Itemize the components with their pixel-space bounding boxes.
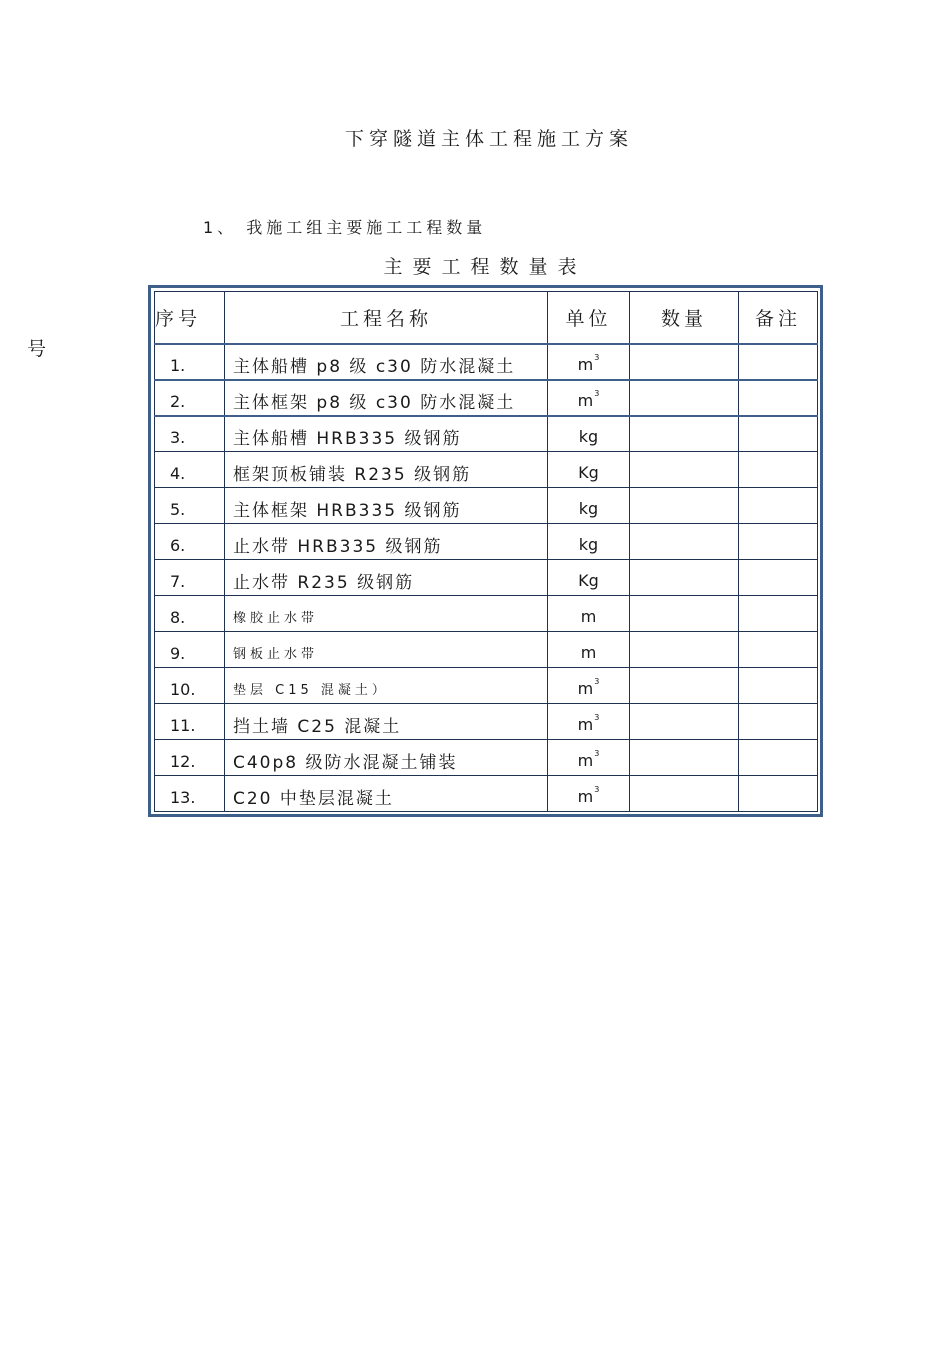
- row-unit-cell: [548, 668, 630, 704]
- row-index: 11.: [170, 716, 196, 735]
- quantity-table: [154, 291, 818, 812]
- row-index: 1.: [170, 355, 186, 375]
- table-row: [155, 344, 818, 380]
- row-unit-cell: [548, 380, 630, 416]
- table-row: [155, 596, 818, 632]
- table-row: [155, 776, 818, 812]
- table-header-row: [155, 292, 818, 344]
- row-unit-superscript: 3: [594, 677, 600, 686]
- row-remark: [739, 704, 818, 740]
- table-row: [155, 632, 818, 668]
- row-remark: [739, 344, 818, 380]
- row-unit-cell: [548, 488, 630, 524]
- row-remark: [739, 524, 818, 560]
- document-title: 下穿隧道主体工程施工方案: [344, 128, 633, 150]
- row-index: 7.: [170, 572, 186, 591]
- row-unit-cell: [548, 452, 630, 488]
- row-unit: m: [577, 355, 594, 374]
- row-unit-superscript: 3: [594, 353, 600, 362]
- row-remark: [739, 632, 818, 668]
- row-index: 9.: [170, 644, 186, 663]
- row-index-cell: [155, 668, 225, 704]
- header-remark: 备注: [739, 292, 818, 344]
- row-remark: [739, 416, 818, 452]
- table-row: [155, 560, 818, 596]
- row-quantity: [630, 488, 739, 524]
- table-row: [155, 380, 818, 416]
- row-unit-cell: [548, 596, 630, 632]
- table-row: [155, 452, 818, 488]
- row-remark: [739, 380, 818, 416]
- row-unit-superscript: 3: [594, 749, 600, 758]
- row-unit-cell: [548, 740, 630, 776]
- row-name: C20 中垫层混凝土: [225, 776, 548, 812]
- row-index: 3.: [170, 428, 186, 447]
- row-unit-cell: [548, 632, 630, 668]
- row-name: 钢板止水带: [225, 632, 548, 668]
- row-index-cell: [155, 380, 225, 416]
- row-index: 2.: [170, 391, 186, 411]
- table-row: [155, 416, 818, 452]
- row-index: 13.: [170, 788, 196, 807]
- row-index: 12.: [170, 752, 196, 771]
- table-row: [155, 668, 818, 704]
- row-unit: kg: [578, 427, 599, 447]
- row-unit-cell: [548, 704, 630, 740]
- row-index-cell: [155, 524, 225, 560]
- row-name: 挡土墙 C25 混凝土: [225, 704, 548, 740]
- row-name: 垫层 C15 混凝土）: [225, 668, 548, 704]
- row-index: 10.: [170, 680, 196, 699]
- row-index-cell: [155, 740, 225, 776]
- header-overflow-char: 号: [27, 338, 47, 360]
- row-index-cell: [155, 416, 225, 452]
- section-heading: 1、 我施工组主要施工工程数量: [203, 218, 487, 237]
- row-index: 6.: [170, 536, 186, 555]
- row-remark: [739, 488, 818, 524]
- header-name: 工程名称: [225, 292, 548, 344]
- row-unit-cell: [548, 560, 630, 596]
- row-name: C40p8 级防水混凝土铺装: [225, 740, 548, 776]
- row-index-cell: [155, 488, 225, 524]
- row-quantity: [630, 524, 739, 560]
- row-index-cell: [155, 596, 225, 632]
- row-unit: m: [580, 643, 597, 662]
- row-quantity: [630, 596, 739, 632]
- row-remark: [739, 452, 818, 488]
- row-unit: Kg: [578, 571, 599, 590]
- row-unit: m: [577, 715, 594, 734]
- table-row: [155, 740, 818, 776]
- row-name: 橡胶止水带: [225, 596, 548, 632]
- row-name: 止水带 HRB335 级钢筋: [225, 524, 548, 560]
- table-row: [155, 524, 818, 560]
- quantity-table-frame: [148, 285, 823, 817]
- header-index: 序号: [155, 292, 225, 344]
- table-row: [155, 488, 818, 524]
- row-index: 5.: [170, 500, 186, 519]
- table-caption: 主要工程数量表: [383, 256, 587, 278]
- row-unit: m: [577, 751, 594, 770]
- row-unit: m: [580, 607, 597, 626]
- row-index-cell: [155, 776, 225, 812]
- row-unit-cell: [548, 524, 630, 560]
- table-row: [155, 704, 818, 740]
- header-unit: 单位: [548, 292, 630, 344]
- row-quantity: [630, 740, 739, 776]
- row-quantity: [630, 668, 739, 704]
- row-unit: m: [577, 787, 594, 806]
- row-index: 8.: [170, 608, 186, 627]
- row-index-cell: [155, 344, 225, 380]
- row-quantity: [630, 776, 739, 812]
- row-unit-superscript: 3: [594, 713, 600, 722]
- row-name: 止水带 R235 级钢筋: [225, 560, 548, 596]
- row-unit: Kg: [578, 463, 599, 482]
- row-unit: kg: [578, 499, 599, 518]
- row-unit-cell: [548, 776, 630, 812]
- row-name: 主体船槽 HRB335 级钢筋: [225, 416, 548, 452]
- row-remark: [739, 560, 818, 596]
- row-quantity: [630, 560, 739, 596]
- row-remark: [739, 776, 818, 812]
- row-remark: [739, 740, 818, 776]
- row-unit-superscript: 3: [594, 389, 600, 398]
- row-remark: [739, 668, 818, 704]
- row-name: 框架顶板铺装 R235 级钢筋: [225, 452, 548, 488]
- row-name: 主体船槽 p8 级 c30 防水混凝土: [225, 344, 548, 380]
- row-index: 4.: [170, 464, 186, 483]
- row-quantity: [630, 632, 739, 668]
- row-name: 主体框架 HRB335 级钢筋: [225, 488, 548, 524]
- table-body: [155, 344, 818, 812]
- row-unit: m: [577, 679, 594, 698]
- row-unit-superscript: 3: [594, 785, 600, 794]
- row-unit: kg: [578, 535, 599, 554]
- row-unit: m: [577, 391, 594, 410]
- row-unit-cell: [548, 416, 630, 452]
- row-index-cell: [155, 704, 225, 740]
- row-quantity: [630, 380, 739, 416]
- row-index-cell: [155, 452, 225, 488]
- row-name: 主体框架 p8 级 c30 防水混凝土: [225, 380, 548, 416]
- row-quantity: [630, 704, 739, 740]
- row-quantity: [630, 416, 739, 452]
- header-quantity: 数量: [630, 292, 739, 344]
- row-unit-cell: [548, 344, 630, 380]
- row-quantity: [630, 452, 739, 488]
- row-quantity: [630, 344, 739, 380]
- row-index-cell: [155, 632, 225, 668]
- row-index-cell: [155, 560, 225, 596]
- row-remark: [739, 596, 818, 632]
